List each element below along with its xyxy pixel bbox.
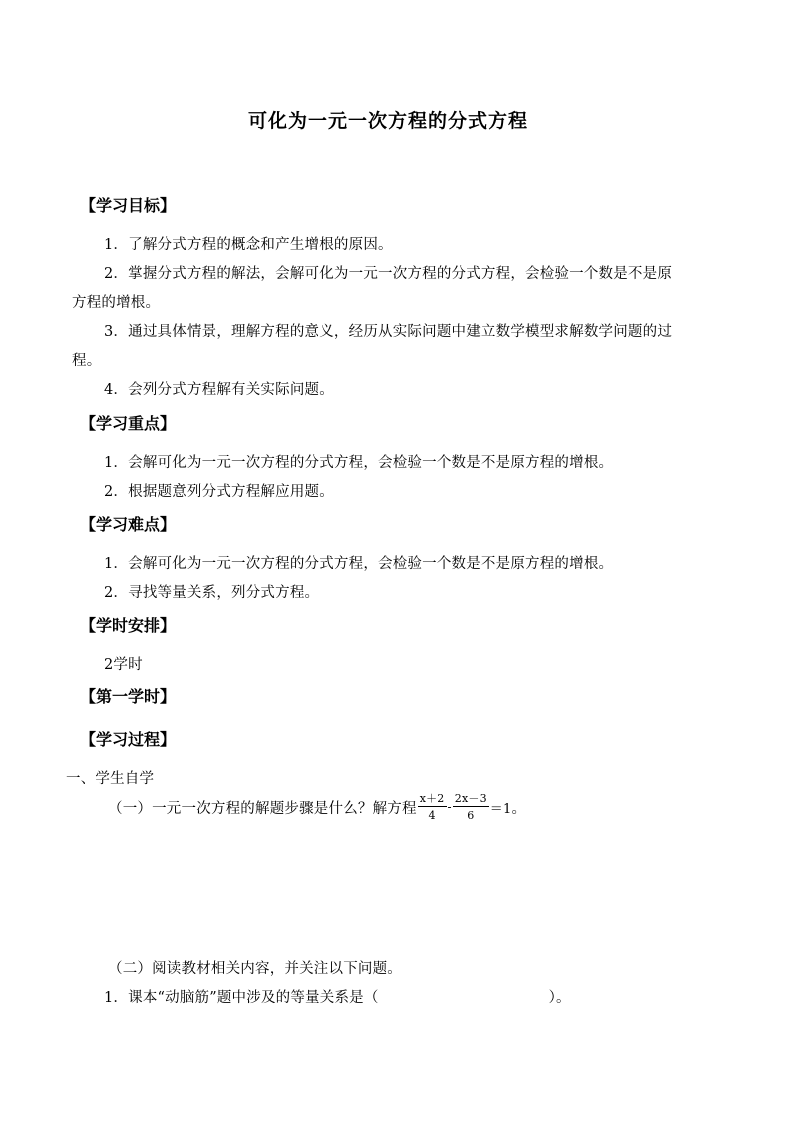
fraction-1-numerator: x＋2: [419, 792, 445, 805]
question-2-item-1-end: ）。: [548, 990, 571, 1006]
difficulty-1: 1．会解可化为一元一次方程的分式方程，会检验一个数是不是原方程的增根。: [104, 556, 614, 572]
objective-3: 3．通过具体情景，理解方程的意义，经历从实际问题中建立数学模型求解数学问题的过: [104, 324, 673, 340]
question-2-item-1-text: 1．课本“动脑筋”题中涉及的等量关系是（: [104, 990, 379, 1006]
schedule-text: 2学时: [104, 657, 143, 673]
objective-4: 4．会列分式方程解有关实际问题。: [104, 382, 334, 398]
question-2: （二）阅读教材相关内容，并关注以下问题。: [108, 961, 402, 977]
difficulty-2: 2．寻找等量关系，列分式方程。: [104, 585, 320, 601]
objective-1: 1．了解分式方程的概念和产生增根的原因。: [104, 237, 393, 253]
self-study-label: 一、学生自学: [66, 771, 155, 787]
objective-3-cont: 程。: [72, 353, 102, 369]
question-1-text: （一）一元一次方程的解题步骤是什么？解方程: [108, 800, 417, 817]
schedule-heading: 【学时安排】: [80, 616, 177, 635]
objectives-heading: 【学习目标】: [80, 196, 177, 215]
objective-2: 2．掌握分式方程的解法，会解可化为一元一次方程的分式方程，会检验一个数是不是原: [104, 266, 673, 282]
minus-sign: -: [447, 800, 452, 814]
difficulties-heading: 【学习难点】: [80, 515, 177, 534]
objective-2-cont: 方程的增根。: [72, 295, 161, 311]
fraction-2-denominator: 6: [467, 809, 475, 822]
key-points-heading: 【学习重点】: [80, 414, 177, 433]
key-point-1: 1．会解可化为一元一次方程的分式方程，会检验一个数是不是原方程的增根。: [104, 455, 614, 471]
fraction-1-denominator: 4: [428, 809, 436, 822]
process-heading: 【学习过程】: [80, 730, 177, 749]
question-1: [108, 786, 526, 828]
equals-one: ＝1: [489, 801, 512, 817]
fraction-2: [453, 793, 489, 821]
key-point-2: 2．根据题意列分式方程解应用题。: [104, 484, 334, 500]
fraction-2-numerator: 2x－3: [454, 792, 487, 805]
question-2-item-1: [104, 986, 571, 1007]
fraction-1: [418, 793, 447, 821]
page-title: 可化为一元一次方程的分式方程: [248, 110, 529, 132]
question-1-end: 。: [511, 800, 527, 817]
first-period-heading: 【第一学时】: [80, 687, 177, 706]
